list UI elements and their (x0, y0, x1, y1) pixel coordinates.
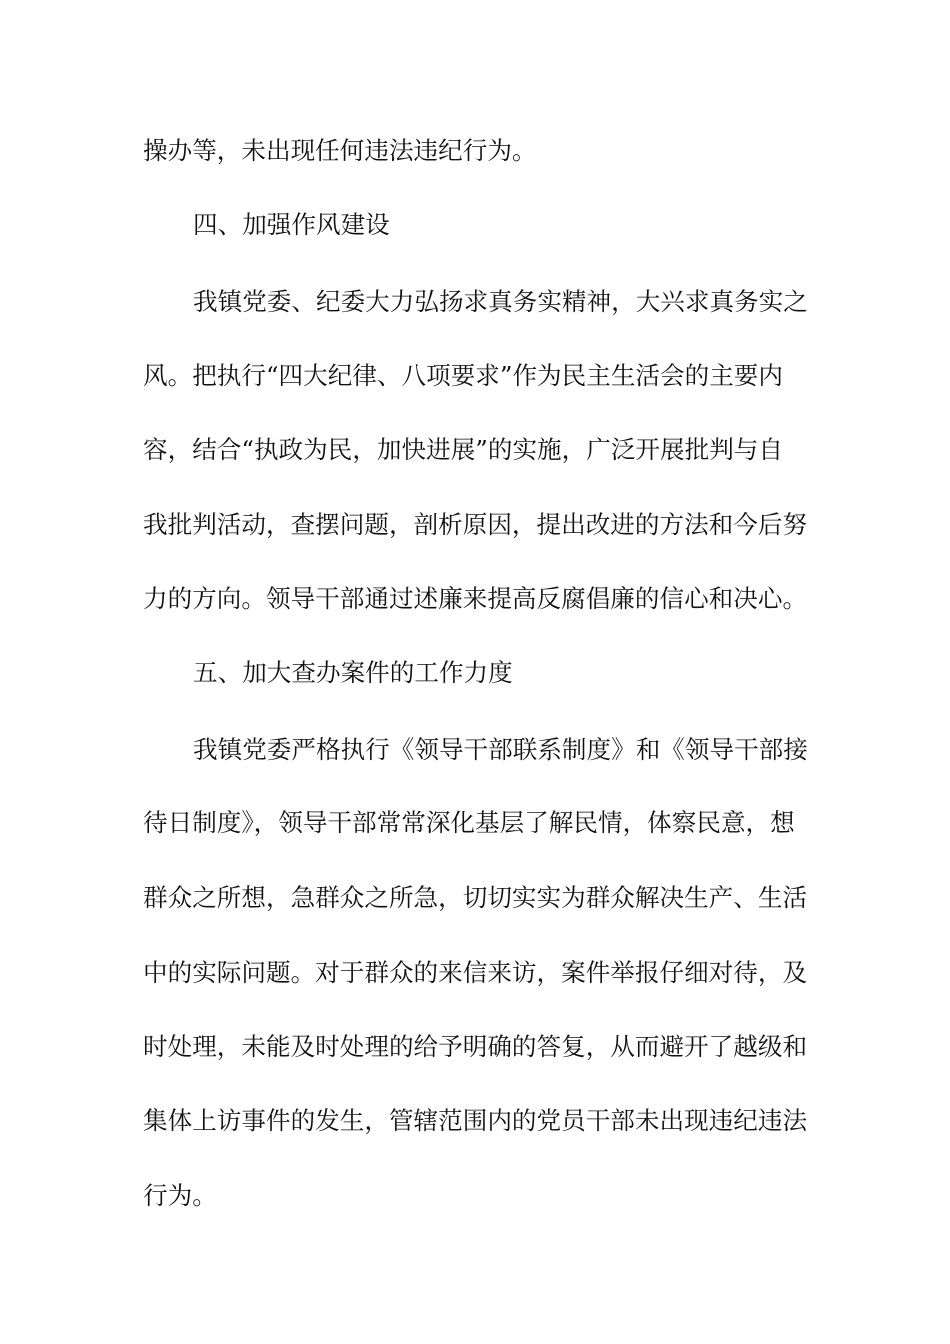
paragraph-line: 待日制度》，领导干部常常深化基层了解民情，体察民意，想 (143, 808, 795, 837)
paragraph-line: 力的方向。领导干部通过述廉来提高反腐倡廉的信心和决心。 (143, 584, 808, 613)
paragraph-line: 风。把执行“四大纪律、八项要求”作为民主生活会的主要内 (143, 361, 783, 390)
paragraph-line: 群众之所想，急群众之所急，切切实实为群众解决生产、生活 (143, 883, 808, 912)
paragraph-line: 时处理，未能及时处理的给予明确的答复，从而避开了越级和 (143, 1032, 808, 1061)
paragraph-line: 我批判活动，查摆问题，剖析原因，提出改进的方法和今后努 (143, 510, 808, 539)
paragraph-line: 中的实际问题。对于群众的来信来访，案件举报仔细对待，及 (143, 958, 808, 987)
paragraph-line: 容，结合“执政为民，加快进展”的实施，广泛开展批判与自 (143, 435, 783, 464)
paragraph-line: 我镇党委严格执行《领导干部联系制度》和《领导干部接 (193, 735, 808, 764)
paragraph-line: 集体上访事件的发生，管辖范围内的党员干部未出现违纪违法 (143, 1106, 808, 1135)
text-line-continuation: 操办等，未出现任何违法违纪行为。 (143, 136, 537, 165)
paragraph-line: 我镇党委、纪委大力弘扬求真务实精神，大兴求真务实之 (193, 287, 808, 316)
section-heading-5: 五、加大查办案件的工作力度 (193, 658, 513, 687)
section-heading-4: 四、加强作风建设 (193, 210, 390, 239)
paragraph-line: 行为。 (143, 1181, 217, 1210)
